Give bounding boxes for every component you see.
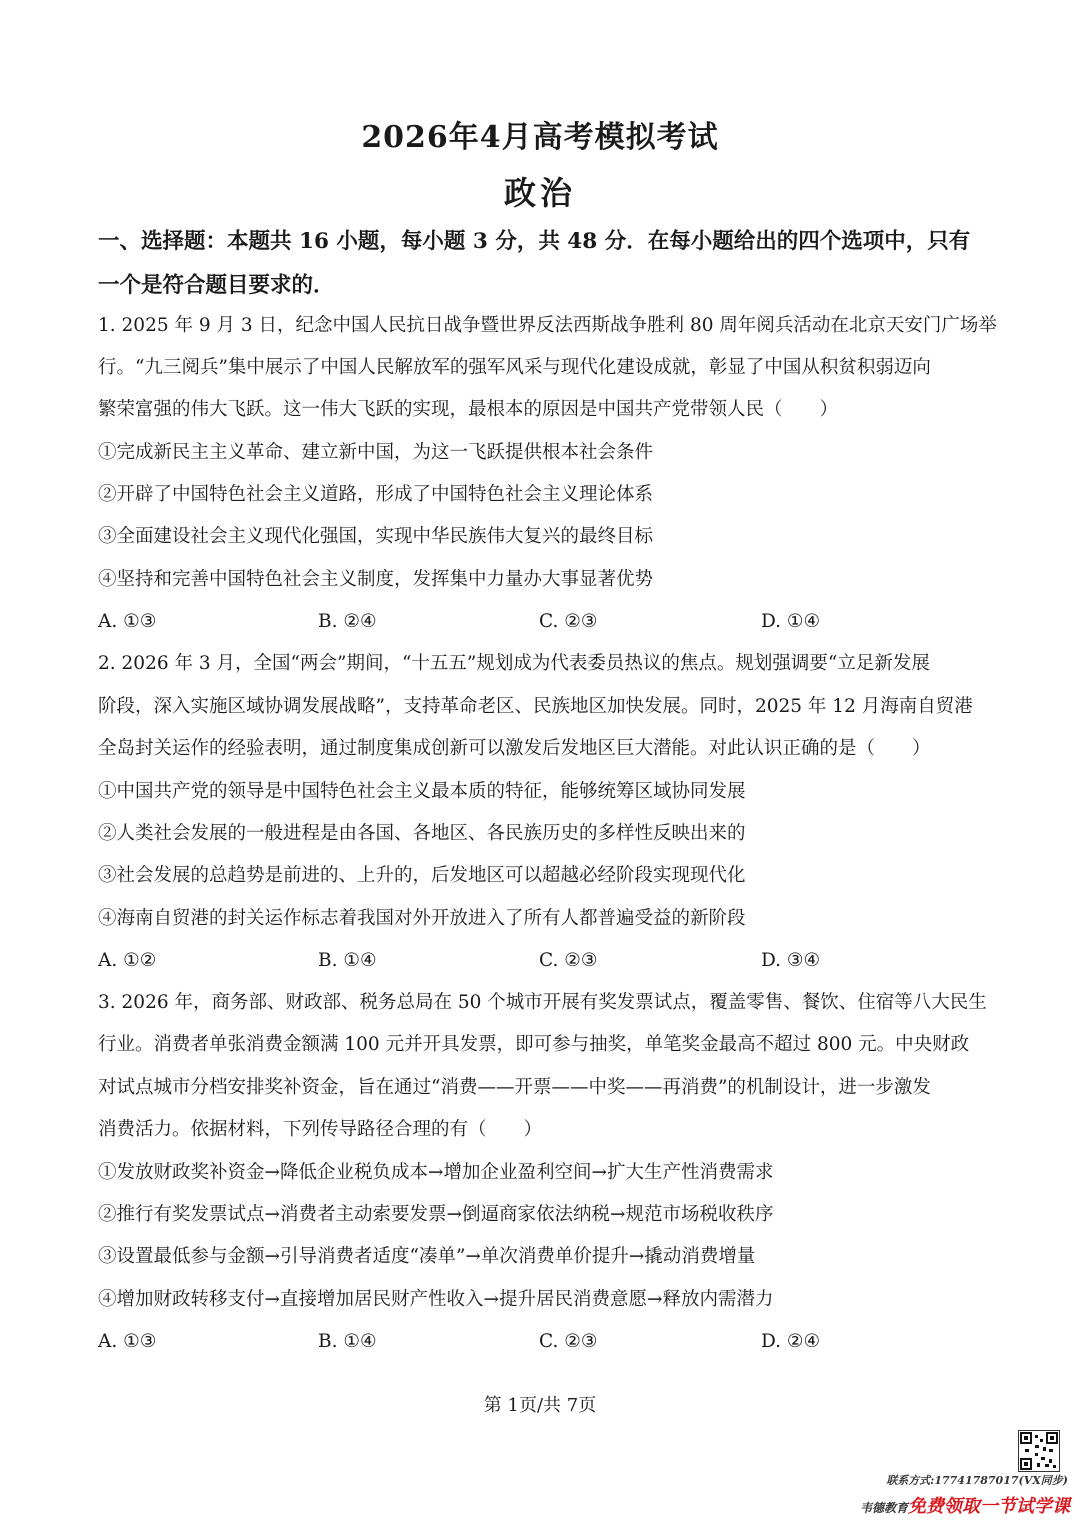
- q2-option-c: C. ②③: [539, 950, 598, 971]
- q1-option-a: A. ①③: [98, 611, 157, 632]
- q2-option-d: D. ③④: [761, 950, 821, 971]
- q3-option-d: D. ②④: [761, 1331, 821, 1352]
- q2-stem-line: 全岛封关运作的经验表明，通过制度集成创新可以激发后发地区巨大潜能。对此认识正确的是（ ）: [98, 738, 931, 759]
- q3-stem-line: 对试点城市分档安排奖补资金，旨在通过“消费——开票——中奖——再消费”的机制设计，进一步激发: [98, 1077, 931, 1098]
- q3-stem-line: 消费活力。依据材料，下列传导路径合理的有（ ）: [98, 1119, 543, 1140]
- q1-stem-line: 1. 2025 年 9 月 3 日，纪念中国人民抗日战争暨世界反法西斯战争胜利 80 周年阅兵活动在北京天安门广场举: [98, 315, 997, 336]
- q3-statement: ①发放财政奖补资金→降低企业税负成本→增加企业盈利空间→扩大生产性消费需求: [98, 1162, 774, 1183]
- q2-stem-line: 2. 2026 年 3 月，全国“两会”期间，“十五五”规划成为代表委员热议的焦点。规划强调要“立足新发展: [98, 653, 930, 674]
- q3-statement: ②推行有奖发票试点→消费者主动索要发票→倒逼商家依法纳税→规范市场税收秩序: [98, 1204, 774, 1225]
- exam-title: 2026年4月高考模拟考试: [361, 120, 719, 155]
- q2-option-b: B. ①④: [318, 950, 377, 971]
- q2-option-a: A. ①②: [98, 950, 157, 971]
- page-number: 第 1页/共 7页: [483, 1395, 597, 1416]
- q2-statement: ②人类社会发展的一般进程是由各国、各地区、各民族历史的多样性反映出来的: [98, 823, 746, 844]
- q3-statement: ④增加财政转移支付→直接增加居民财产性收入→提升居民消费意愿→释放内需潜力: [98, 1289, 774, 1310]
- q2-stem-line: 阶段，深入实施区域协调发展战略”，支持革命老区、民族地区加快发展。同时，2025 年 12 月海南自贸港: [98, 696, 973, 717]
- q1-statement: ③全面建设社会主义现代化强国，实现中华民族伟大复兴的最终目标: [98, 526, 654, 547]
- q1-statement: ①完成新民主主义革命、建立新中国，为这一飞跃提供根本社会条件: [98, 442, 654, 463]
- q3-option-a: A. ①③: [98, 1331, 157, 1352]
- qr-code-icon: [1018, 1430, 1060, 1472]
- q1-statement: ④坚持和完善中国特色社会主义制度，发挥集中力量办大事显著优势: [98, 569, 654, 590]
- section-heading: 一、选择题：本题共 16 小题，每小题 3 分，共 48 分．在每小题给出的四个选项中，只有一个是符合题目要求的．: [98, 229, 971, 298]
- contact-watermark: 联系方式:17741787017(VX同步): [886, 1474, 1068, 1487]
- q1-option-c: C. ②③: [539, 611, 598, 632]
- q3-option-c: C. ②③: [539, 1331, 598, 1352]
- q1-option-d: D. ①④: [761, 611, 821, 632]
- q2-statement: ④海南自贸港的封关运作标志着我国对外开放进入了所有人都普遍受益的新阶段: [98, 908, 746, 929]
- q2-statement: ①中国共产党的领导是中国特色社会主义最本质的特征，能够统筹区域协同发展: [98, 781, 746, 802]
- q3-option-b: B. ①④: [318, 1331, 377, 1352]
- q1-option-b: B. ②④: [318, 611, 377, 632]
- q3-statement: ③设置最低参与金额→引导消费者适度“凑单”→单次消费单价提升→撬动消费增量: [98, 1246, 756, 1267]
- q3-stem-line: 行业。消费者单张消费金额满 100 元并开具发票，即可参与抽奖，单笔奖金最高不超过 800 元。中央财政: [98, 1034, 970, 1055]
- subject-title: 政治: [503, 174, 576, 212]
- q3-stem-line: 3. 2026 年，商务部、财政部、税务总局在 50 个城市开展有奖发票试点，覆盖零售、餐饮、住宿等八大民生: [98, 992, 987, 1013]
- brand-name: 韦德教育: [859, 1501, 908, 1515]
- q1-statement: ②开辟了中国特色社会主义道路，形成了中国特色社会主义理论体系: [98, 484, 654, 505]
- q2-statement: ③社会发展的总趋势是前进的、上升的，后发地区可以超越必经阶段实现现代化: [98, 865, 746, 886]
- q1-stem-line: 繁荣富强的伟大飞跃。这一伟大飞跃的实现，最根本的原因是中国共产党带领人民（ ）: [98, 399, 839, 420]
- brand-watermark: [860, 1492, 1070, 1518]
- brand-slogan: 免费领取一节试学课: [908, 1496, 1070, 1517]
- q1-stem-line: 行。“九三阅兵”集中展示了中国人民解放军的强军风采与现代化建设成就，彰显了中国从积贫积弱迈向: [98, 357, 931, 378]
